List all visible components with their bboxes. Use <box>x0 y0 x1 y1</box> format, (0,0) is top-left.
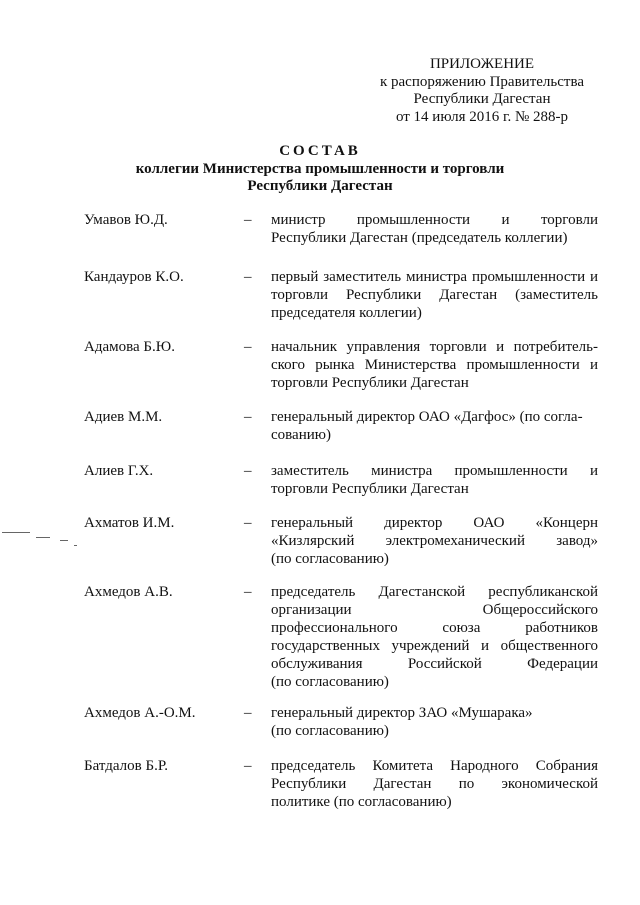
member-name: Умавов Ю.Д. <box>84 212 168 228</box>
member-name: Ахмедов А.-О.М. <box>84 705 196 721</box>
position-line: министр промышленности и торговли <box>271 212 598 228</box>
scan-mark <box>60 540 68 541</box>
position-line: председатель Дагестанской республиканской <box>271 584 598 600</box>
member-position <box>271 583 598 691</box>
position-line: председатель Комитета Народного Собрания <box>271 758 598 774</box>
position-line: (по согласованию) <box>271 723 389 739</box>
position-line: сованию) <box>271 427 331 443</box>
position-line: торговли Республики Дагестан (заместитель <box>271 287 598 303</box>
member-dash: – <box>244 409 252 425</box>
member-name: Адиев М.М. <box>84 409 163 425</box>
member-dash: – <box>244 584 252 600</box>
member-name: Ахмедов А.В. <box>84 584 173 600</box>
member-row <box>0 462 640 514</box>
members-list <box>0 211 640 817</box>
member-row <box>0 514 640 583</box>
member-name: Ахматов И.М. <box>84 515 175 531</box>
position-line: генеральный директор ЗАО «Мушарака» <box>271 705 533 721</box>
member-row <box>0 268 640 338</box>
member-name: Адамова Б.Ю. <box>84 339 175 355</box>
appendix-title: ПРИЛОЖЕНИЕ <box>429 56 535 72</box>
appendix-line: к распоряжению Правительства <box>379 73 584 90</box>
member-row <box>0 338 640 408</box>
position-line: первый заместитель министра промышленности и <box>271 269 598 285</box>
member-dash: – <box>244 705 252 721</box>
position-line: заместитель министра промышленности и <box>271 463 598 479</box>
appendix-date-number: от 14 июля 2016 г. № 288-р <box>395 108 569 125</box>
member-position <box>271 408 598 444</box>
position-line: начальник управления торговли и потребитель- <box>271 339 598 355</box>
member-position <box>271 462 598 498</box>
member-position <box>271 338 598 392</box>
position-line: политике (по согласованию) <box>271 794 452 810</box>
position-line: Республики Дагестан (председатель коллегии) <box>271 230 568 246</box>
position-line: генеральный директор ОАО «Дагфос» (по согла- <box>271 409 583 425</box>
member-row <box>0 757 640 817</box>
member-row <box>0 704 640 757</box>
position-line: (по согласованию) <box>271 674 389 690</box>
appendix-block <box>372 56 592 126</box>
position-line: государственных учреждений и общественного <box>271 638 598 654</box>
position-line: ского рынка Министерства промышленности и <box>271 357 598 373</box>
scan-mark <box>74 545 77 546</box>
appendix-line: Республики Дагестан <box>413 91 551 107</box>
member-position <box>271 757 598 811</box>
member-dash: – <box>244 463 252 479</box>
member-dash: – <box>244 212 252 228</box>
member-row <box>0 408 640 462</box>
position-line: «Кизлярский электромеханический завод» <box>271 533 598 549</box>
position-line: профессионального союза работников <box>271 620 598 636</box>
heading-subtitle-line: коллегии Министерства промышленности и торговли <box>135 161 505 177</box>
scan-mark <box>2 532 30 533</box>
position-line: торговли Республики Дагестан <box>271 375 469 391</box>
member-position <box>271 268 598 322</box>
member-position <box>271 211 598 247</box>
member-dash: – <box>244 758 252 774</box>
member-position <box>271 704 598 740</box>
position-line: организации Общероссийского <box>271 602 598 618</box>
position-line: обслуживания Российской Федерации <box>271 656 598 672</box>
position-line: (по согласованию) <box>271 551 389 567</box>
heading-subtitle-line: Республики Дагестан <box>247 178 393 194</box>
member-dash: – <box>244 515 252 531</box>
member-name: Алиев Г.Х. <box>84 463 154 479</box>
position-line: председателя коллегии) <box>271 305 422 321</box>
member-name: Кандауров К.О. <box>84 269 184 285</box>
member-position <box>271 514 598 568</box>
member-dash: – <box>244 339 252 355</box>
member-row <box>0 583 640 704</box>
member-name: Батдалов Б.Р. <box>84 758 169 774</box>
position-line: торговли Республики Дагестан <box>271 481 469 497</box>
document-heading <box>0 141 640 195</box>
heading-title: СОСТАВ <box>279 143 361 159</box>
member-row <box>0 211 640 268</box>
position-line: Республики Дагестан по экономической <box>271 776 598 792</box>
scan-mark <box>36 537 50 538</box>
member-dash: – <box>244 269 252 285</box>
position-line: генеральный директор ОАО «Концерн <box>271 515 598 531</box>
